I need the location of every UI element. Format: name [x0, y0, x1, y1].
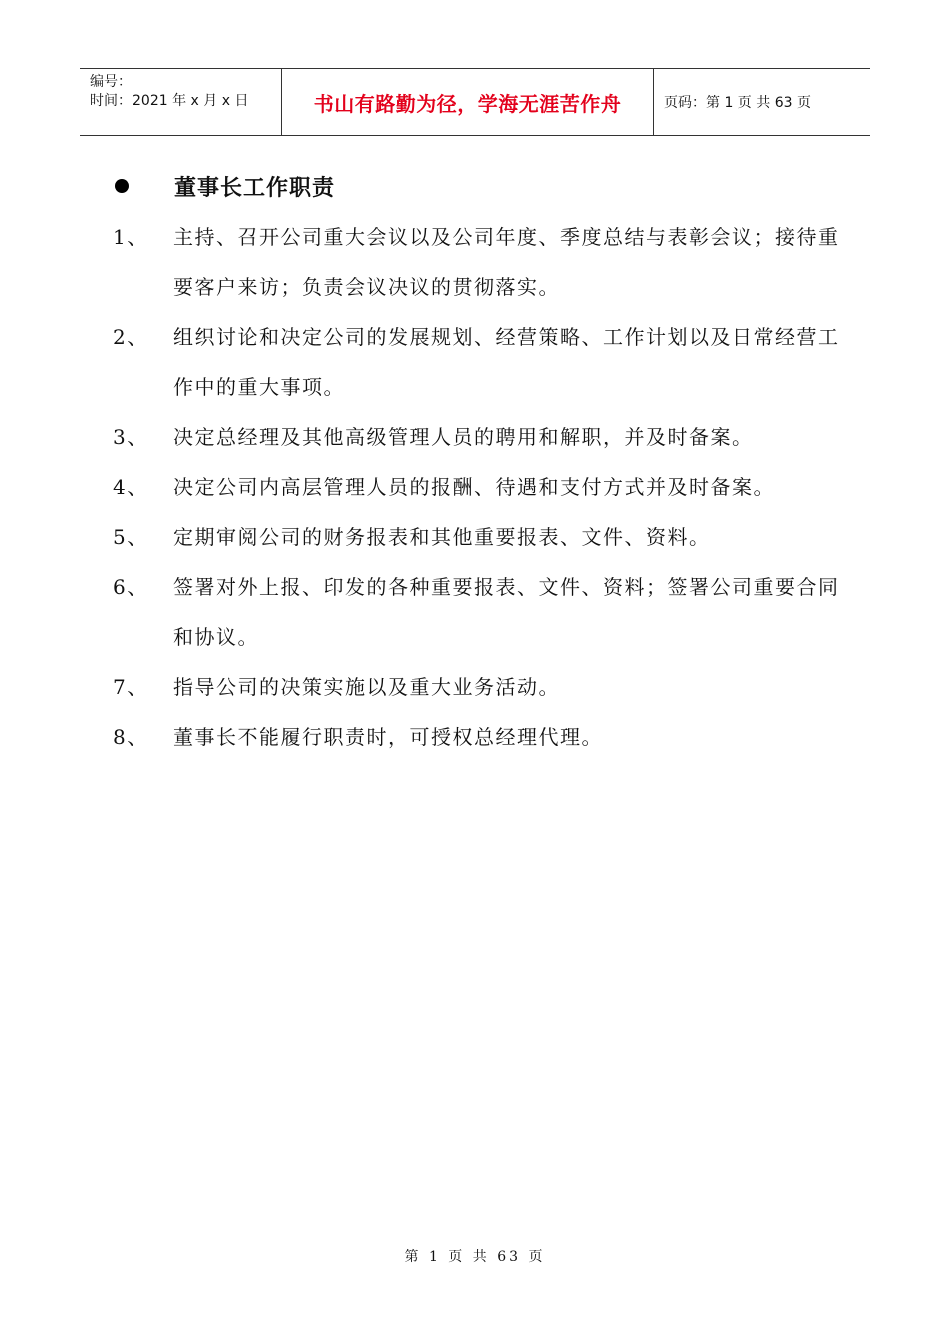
item-text: 定期审阅公司的财务报表和其他重要报表、文件、资料。 [173, 525, 711, 549]
section-heading [113, 168, 335, 204]
item-text: 决定总经理及其他高级管理人员的聘用和解职，并及时备案。 [173, 425, 754, 449]
document-number-label: 编号： [90, 74, 132, 90]
section-title: 董事长工作职责 [174, 175, 336, 201]
header-motto: 书山有路勤为径，学海无涯苦作舟 [282, 69, 654, 135]
document-header [80, 68, 870, 136]
item-text: 指导公司的决策实施以及重大业务活动。 [173, 675, 560, 699]
item-number: 4、 [113, 475, 149, 499]
page-footer: 第 1 页 共 63 页 [404, 1249, 546, 1265]
bullet-icon [115, 179, 129, 193]
list-item [113, 512, 843, 562]
item-number: 3、 [113, 425, 149, 449]
item-number: 6、 [113, 575, 149, 599]
list-item [113, 412, 843, 462]
item-number: 8、 [113, 725, 149, 749]
header-page-info: 页码：第 1 页 共 63 页 [664, 95, 811, 111]
list-item [113, 462, 843, 512]
list-item [113, 712, 843, 762]
list-item [113, 562, 843, 662]
item-number: 5、 [113, 525, 149, 549]
list-item [113, 212, 843, 312]
header-meta [80, 69, 282, 135]
item-number: 7、 [113, 675, 149, 699]
item-text: 决定公司内高层管理人员的报酬、待遇和支付方式并及时备案。 [173, 475, 775, 499]
document-date: 时间：2021 年 x 月 x 日 [90, 93, 249, 109]
item-text: 主持、召开公司重大会议以及公司年度、季度总结与表彰会议；接待重要客户来访；负责会议决议的贯彻落实。 [173, 225, 840, 299]
duty-list [113, 212, 843, 762]
item-number: 1、 [113, 225, 149, 249]
list-item [113, 662, 843, 712]
item-text: 组织讨论和决定公司的发展规划、经营策略、工作计划以及日常经营工作中的重大事项。 [173, 325, 840, 399]
item-number: 2、 [113, 325, 149, 349]
item-text: 董事长不能履行职责时，可授权总经理代理。 [173, 725, 603, 749]
list-item [113, 312, 843, 412]
item-text: 签署对外上报、印发的各种重要报表、文件、资料；签署公司重要合同和协议。 [173, 575, 840, 649]
